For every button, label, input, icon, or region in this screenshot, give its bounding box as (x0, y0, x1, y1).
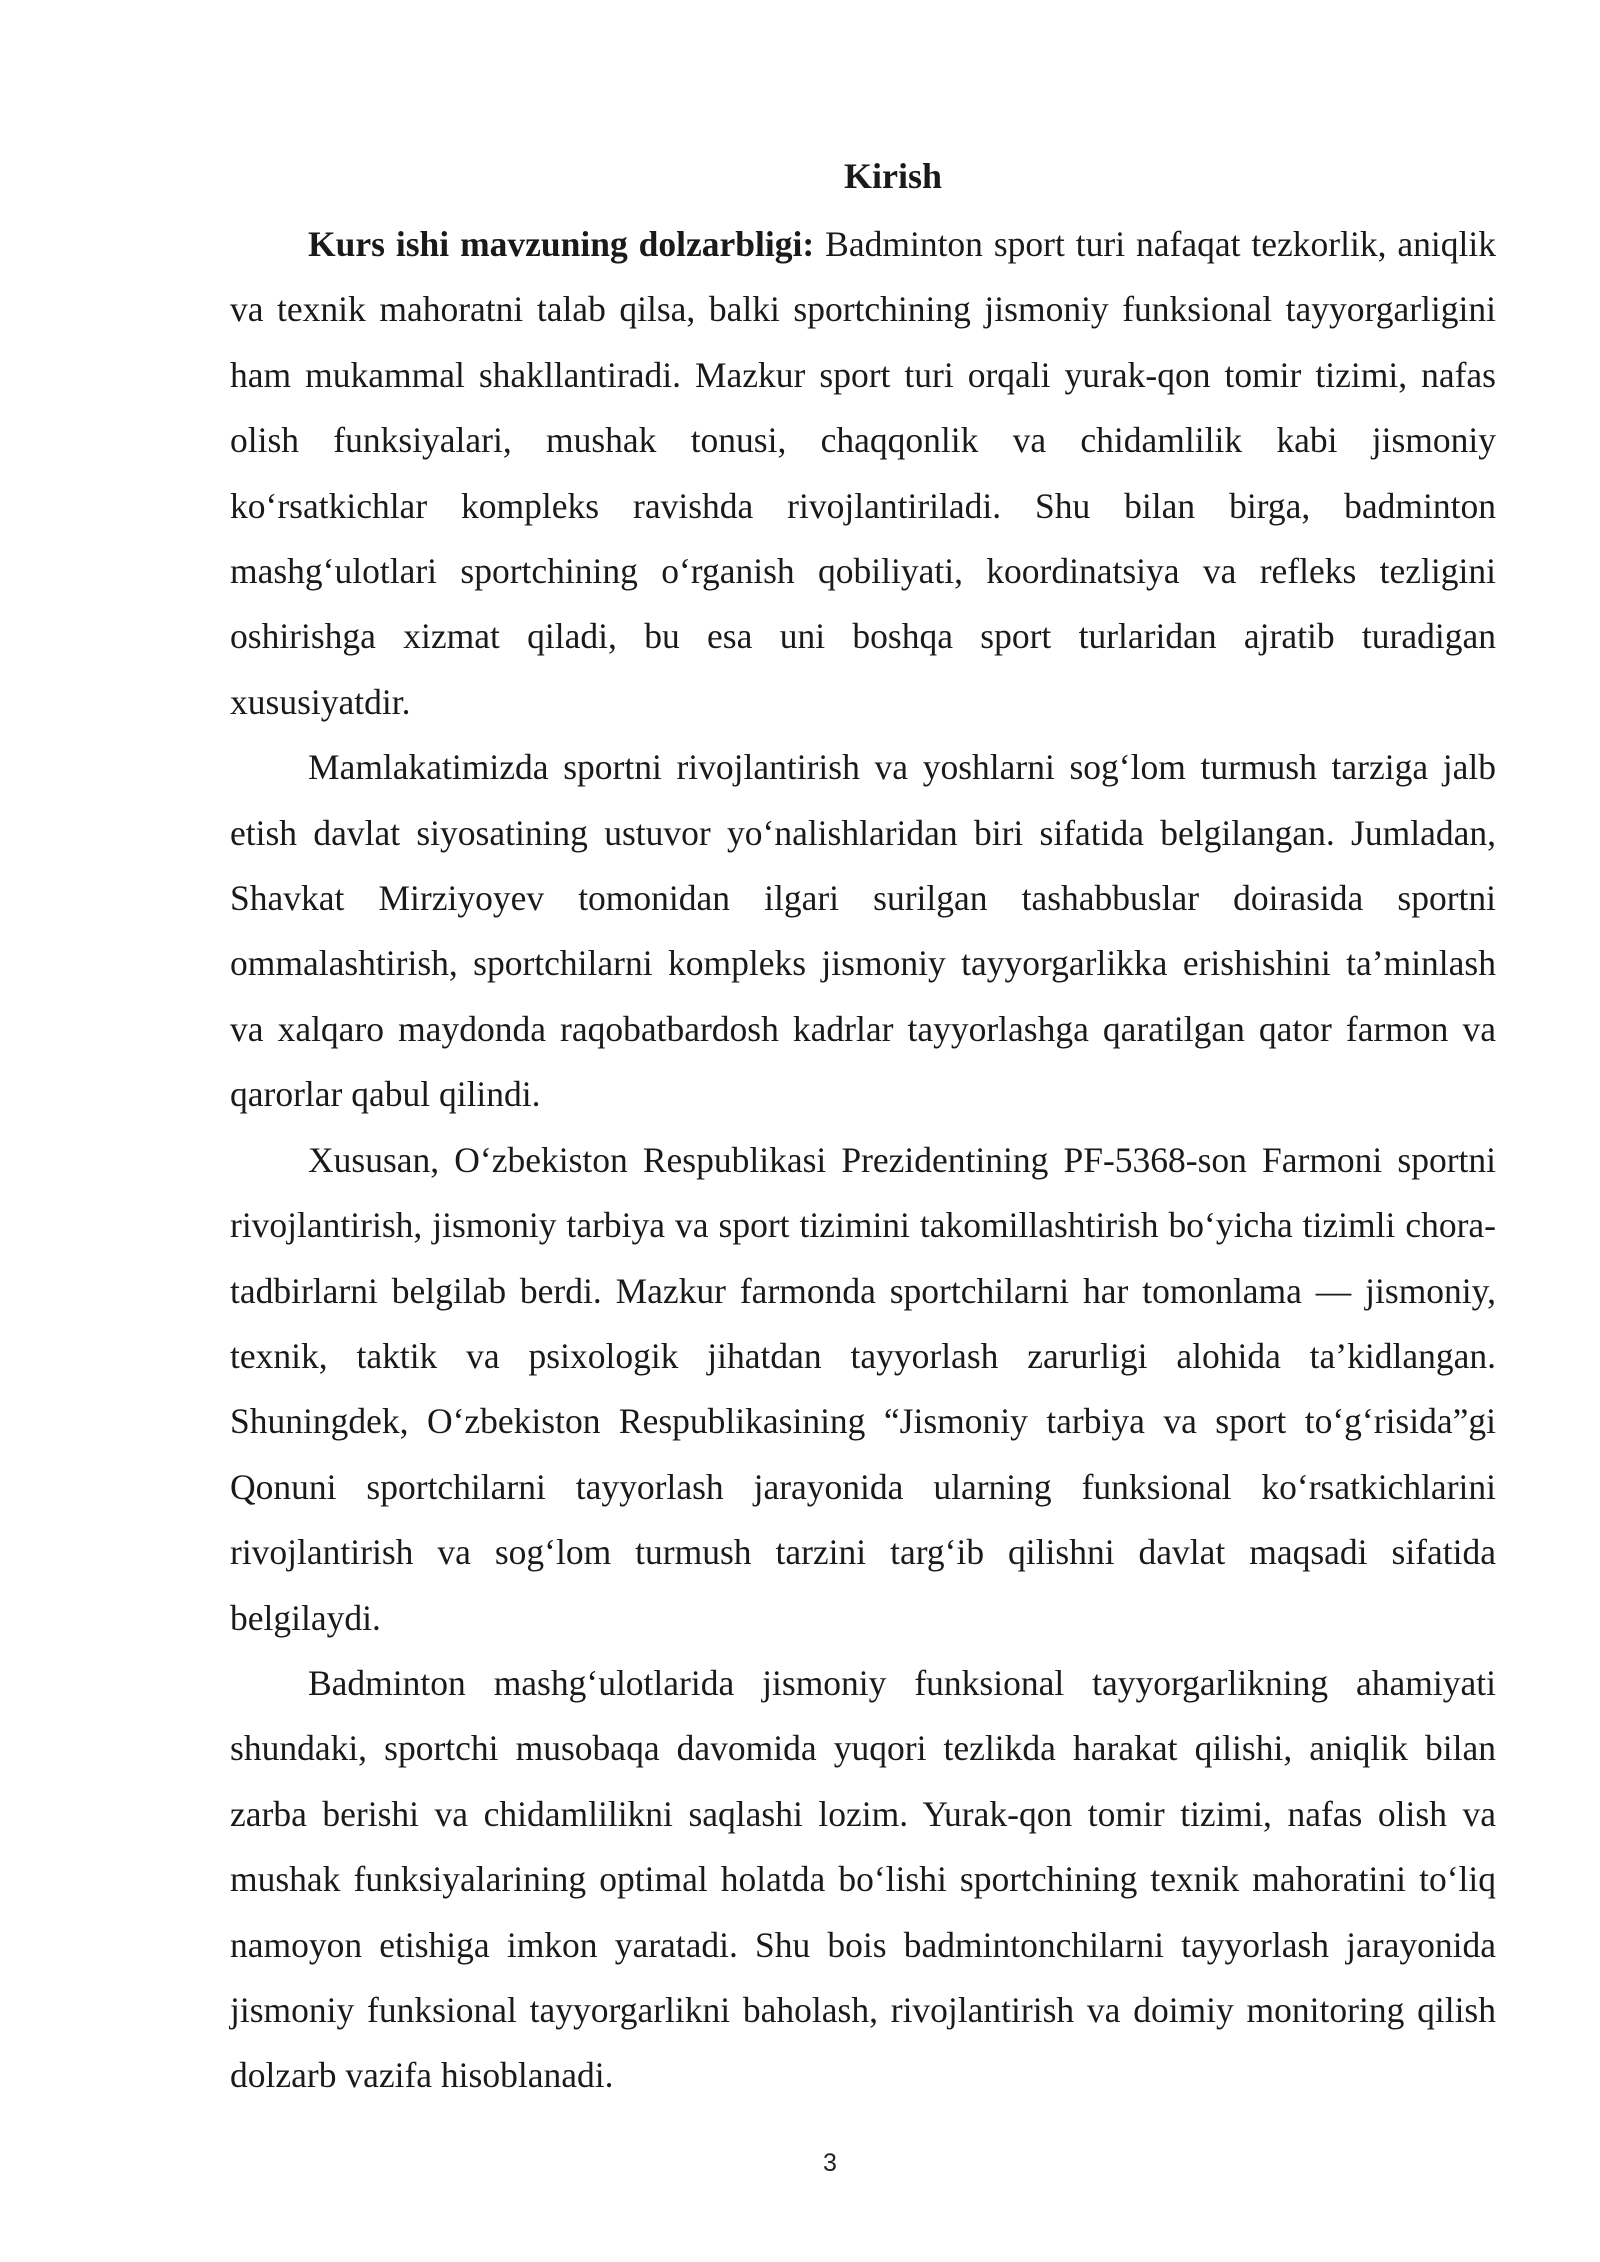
section-heading: Kirish (843, 156, 942, 196)
paragraph-text: Badminton sport turi nafaqat tezkorlik, aniqlik va texnik mahoratni talab qilsa, balki sportchining jismoniy funksional tayyorgarligini ham mukammal shakllantiradi. Mazkur sport turi orqali yurak-qon tomir tizimi, nafas olish funksiyalari, mushak tonusi, chaqqonlik va chidamlilik kabi jismoniy koʻrsatkichlar kompleks ravishda rivojlantiriladi. Shu bilan birga, badminton mashgʻulotlari sportchining oʻrganish qobiliyati, koordinatsiya va refleks tezligini oshirishga xizmat qiladi, bu esa uni boshqa sport turlaridan ajratib turadigan xususiyatdir. (230, 224, 1496, 722)
paragraph-lead: Kurs ishi mavzuning dolzarbligi: (308, 224, 815, 264)
paragraph-state-policy: Mamlakatimizda sportni rivojlantirish va yoshlarni sogʻlom turmush tarziga jalb etish davlat siyosatining ustuvor yoʻnalishlaridan biri sifatida belgilangan. Jumladan, Shavkat Mirziyoyev tomonidan ilgari surilgan tashabbuslar doirasida sportni ommalashtirish, sportchilarni kompleks jismoniy tayyorgarlikka erishishini ta’minlash va xalqaro maydonda raqobatbardosh kadrlar tayyorlashga qaratilgan qator farmon va qarorlar qabul qilindi. (230, 747, 1496, 1115)
paragraph-decree: Xususan, Oʻzbekiston Respublikasi Prezidentining PF-5368-son Farmoni sportni rivojlantirish, jismoniy tarbiya va sport tizimini takomillashtirish boʻyicha tizimli chora-tadbirlarni belgilab berdi. Mazkur farmonda sportchilarni har tomonlama — jismoniy, texnik, taktik va psixologik jihatdan tayyorlash zarurligi alohida ta’kidlangan. Shuningdek, Oʻzbekiston Respublikasining “Jismoniy tarbiya va sport toʻgʻrisida”gi Qonuni sportchilarni tayyorlash jarayonida ularning funksional koʻrsatkichlarini rivojlantirish va sogʻlom turmush tarzini targʻib qilishni davlat maqsadi sifatida belgilaydi. (230, 1139, 1496, 1638)
page-number: 3 (823, 2149, 837, 2177)
paragraph-importance: Badminton mashgʻulotlarida jismoniy funksional tayyorgarlikning ahamiyati shundaki, sportchi musobaqa davomida yuqori tezlikda harakat qilishi, aniqlik bilan zarba berishi va chidamlilikni saqlashi lozim. Yurak-qon tomir tizimi, nafas olish va mushak funksiyalarining optimal holatda boʻlishi sportchining texnik mahoratini toʻliq namoyon etishiga imkon yaratadi. Shu bois badmintonchilarni tayyorlash jarayonida jismoniy funksional tayyorgarlikni baholash, rivojlantirish va doimiy monitoring qilish dolzarb vazifa hisoblanadi. (230, 1662, 1496, 2096)
paragraph-relevance (230, 212, 1496, 735)
page-content (230, 148, 1496, 2109)
